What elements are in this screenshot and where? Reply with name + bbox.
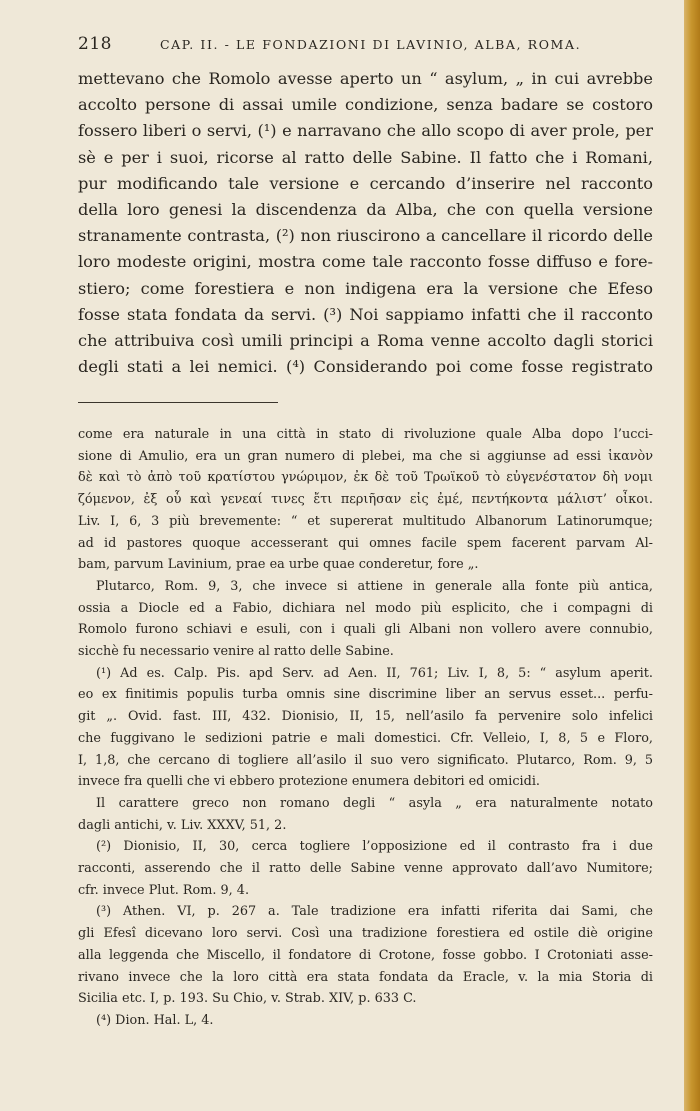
- body-line: che attribuiva così umili principi a Roma venne accolto dagli storici: [78, 331, 653, 351]
- footnote-line: ad id pastores quoque accesserant qui omnes facile spem facerent parvam Al-: [78, 535, 653, 551]
- footnote-line: rivano invece che la loro città era stata fondata da Eracle, v. la mia Storia di: [78, 969, 653, 985]
- footnote-line: dagli antichi, v. Liv. XXXV, 51, 2.: [78, 817, 287, 833]
- footnote-line: I, 1,8, che cercano di togliere all’asilo il suo vero significato. Plutarco, Rom. 9, 5: [78, 752, 653, 768]
- footnote-line: Romolo furono schiavi e esuli, con i quali gli Albani non vollero avere connubio,: [78, 622, 653, 638]
- footnote-line: ζόμενον, ἐξ οὗ καὶ γενεαί τινες ἔτι περιῆσαν εἰς ἐμέ, πεντήκοντα μάλιστ’ οἶκοι.: [78, 492, 653, 508]
- footnote-line: invece fra quelli che vi ebbero protezione enumera debitori ed omicidi.: [78, 774, 540, 790]
- body-line: stranamente contrasta, (²) non riuscirono a cancellare il ricordo delle: [78, 226, 653, 246]
- footnote-line: che fuggivano le sedizioni patrie e mali domestici. Cfr. Velleio, I, 8, 5 e Floro,: [78, 730, 653, 746]
- footnote-line: (²) Dionisio, II, 30, cerca togliere l’opposizione ed il contrasto fra i due: [96, 839, 653, 855]
- body-line: della loro genesi la discendenza da Alba, che con quella versione: [78, 200, 653, 220]
- footnote-line: (⁴) Dion. Hal. L, 4.: [96, 1012, 214, 1028]
- body-line: accolto persone di assai umile condizione, senza badare se costoro: [78, 95, 653, 115]
- footnote-line: sicchè fu necessario venire al ratto delle Sabine.: [78, 644, 394, 660]
- page-header: [78, 34, 674, 56]
- footnotes: [78, 424, 653, 1032]
- footnote-line: Sicilia etc. I, p. 193. Su Chio, v. Strab. XIV, p. 633 C.: [78, 991, 417, 1007]
- body-line: fosse stata fondata da servi. (³) Noi sappiamo infatti che il racconto: [78, 304, 653, 324]
- footnote-line: eo ex finitimis populis turba omnis sine discrimine liber an servus esset... perfu-: [78, 687, 653, 703]
- footnote-line: come era naturale in una città in stato di rivoluzione quale Alba dopo l’ucci-: [78, 427, 653, 442]
- body-line: fossero liberi o servi, (¹) e narravano che allo scopo di aver prole, per: [78, 121, 653, 141]
- body-line: mettevano che Romolo avesse aperto un “ asylum, „ in cui avrebbe: [78, 69, 653, 88]
- footnote-line: Il carattere greco non romano degli “ asyla „ era naturalmente notato: [96, 795, 653, 811]
- footnote-line: (³) Athen. VI, p. 267 a. Tale tradizione era infatti riferita dai Sami, che: [96, 904, 653, 920]
- footnote-line: cfr. invece Plut. Rom. 9, 4.: [78, 882, 250, 898]
- main-text: [78, 66, 653, 380]
- page-number: 218: [78, 34, 112, 54]
- footnote-line: git „. Ovid. fast. III, 432. Dionisio, II, 15, nell’asilo fa pervenire solo infelici: [78, 709, 653, 725]
- body-line: sè e per i suoi, ricorse al ratto delle Sabine. Il fatto che i Romani,: [78, 147, 653, 167]
- footnote-line: δὲ καὶ τὸ ἀπὸ τοῦ κρατίστου γνώριμον, ἐκ δὲ τοῦ Τρωϊκοῦ τὸ εὐγενέστατον δὴ νομι: [78, 470, 653, 486]
- body-line: loro modeste origini, mostra come tale racconto fosse diffuso e fore-: [78, 252, 653, 272]
- footnote-line: bam, parvum Lavinium, prae ea urbe quae conderetur, fore „.: [78, 557, 479, 573]
- footnote-line: sione di Amulio, era un gran numero di plebei, ma che si aggiunse ad essi ἱκανὸν: [78, 448, 653, 464]
- footnote-line: (¹) Ad es. Calp. Pis. apd Serv. ad Aen. II, 761; Liv. I, 8, 5: “ asylum aperit.: [96, 665, 653, 681]
- footnote-line: ossia a Diocle ed a Fabio, dichiara nel modo più esplicito, che i compagni di: [78, 600, 653, 616]
- body-line: pur modificando tale versione e cercando d’inserire nel racconto: [78, 173, 653, 193]
- footnote-line: gli Efesî dicevano loro servi. Così una tradizione forestiera ed ostile diè origine: [78, 926, 653, 942]
- running-head: CAP. II. - LE FONDAZIONI DI LAVINIO, ALBA, ROMA.: [160, 37, 582, 52]
- footnote-line: Plutarco, Rom. 9, 3, che invece si attiene in generale alla fonte più antica,: [96, 578, 653, 594]
- footnote-line: racconti, asserendo che il ratto delle Sabine venne approvato dall’avo Numitore;: [78, 861, 653, 877]
- footnote-divider: [78, 402, 278, 403]
- page-edge: [684, 0, 700, 1111]
- body-line: stiero; come forestiera e non indigena era la versione che Efeso: [78, 278, 653, 298]
- footnote-line: alla leggenda che Miscello, il fondatore di Crotone, fosse gobbo. I Crotoniati asse-: [78, 947, 653, 963]
- body-line: degli stati a lei nemici. (⁴) Considerando poi come fosse registrato: [78, 357, 653, 377]
- footnote-line: Liv. I, 6, 3 più brevemente: “ et supererat multitudo Albanorum Latinorumque;: [78, 513, 653, 529]
